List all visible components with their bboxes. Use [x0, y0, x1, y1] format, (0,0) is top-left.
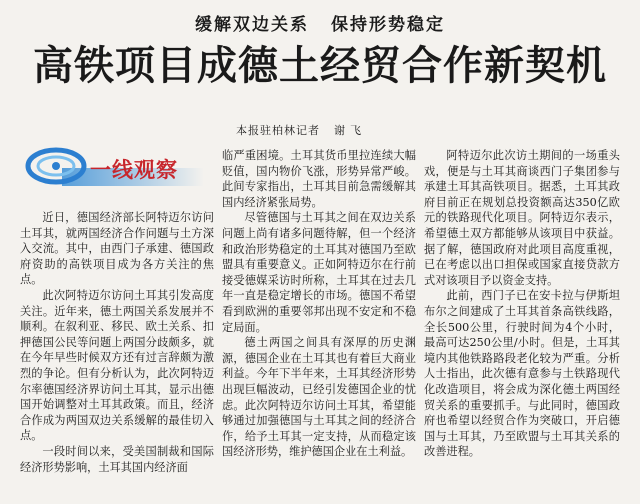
- paragraph: 阿特迈尔此次访土期间的一场重头戏，便是与土耳其商谈西门子集团参与承建土耳其高铁项目。据悉，土耳其政府目前正在规划总投资额高达350亿欧元的铁路现代化项目。阿特迈尔表示，希望德土双方都能够从该项目中获益。据了解，德国政府对此项目高度重视，已在考虑以出口担保或国家直接贷款方式对该项目予以资金支持。: [424, 149, 620, 287]
- paragraph: 此前，西门子已在安卡拉与伊斯坦布尔之间建成了土耳其首条高铁线路，全长500公里，行驶时间为4个小时，最高可达250公里/小时。但是，土耳其境内其他铁路路段老化较为严重。分析人士指出，此次德有意参与土铁路现代化改造项目，将会成为深化德土两国经贸关系的重要抓手。与此同时，德国政府也希望以经贸合作为突破口，开启德国与土耳其，乃至欧盟与土耳其关系的改善进程。: [424, 289, 620, 459]
- article-column-1: [20, 210, 214, 504]
- article-column-2: [222, 148, 416, 504]
- article-column-3: [424, 148, 620, 504]
- headline: 高铁项目成德土经贸合作新契机: [33, 43, 607, 89]
- paragraph: 近日，德国经济部长阿特迈尔访问土耳其，就两国经济合作问题与土方深入交流。其中，由西门子承建、德国政府资助的高铁项目成为各方关注的焦点。: [20, 211, 214, 287]
- kicker-part: 保持形势稳定: [331, 15, 445, 35]
- paragraph: 此次阿特迈尔访问土耳其引发高度关注。近年来，德土两国关系发展并不顺利。在叙利亚、移民、欧土关系、扣押德国公民等问题上两国分歧颇多，就在今年早些时候双方还有过言辞颇为激烈的争论。但有分析认为，此次阿特迈尔率德国经济界访问土耳其，显示出德国开始调整对土耳其政策。而且，经济合作成为两国双边关系缓解的最佳切入点。: [20, 288, 214, 443]
- paragraph: 一段时间以来，受美国制裁和国际经济形势影响，土耳其国内经济面: [20, 444, 214, 474]
- paragraph: 尽管德国与土耳其之间在双边关系问题上尚有诸多问题待解，但一个经济和政治形势稳定的土耳其对德国乃至欧盟具有重要意义。正如阿特迈尔在行前接受德媒采访时所称，土耳其在过去几年一直是稳定增长的市场。德国不希望看到欧洲的重要邻邦出现不安定和不稳定局面。: [222, 211, 416, 334]
- kicker-line: [0, 10, 640, 35]
- byline-name: 谢飞: [334, 124, 366, 137]
- paragraph: 德土两国之间具有深厚的历史渊源，德国企业在土耳其也有着巨大商业利益。今年下半年来，土耳其经济形势出现巨幅波动，已经引发德国企业的忧虑。此次阿特迈尔访问土耳其，希望能够通过加强德国与土耳其之间的经济合作，给予土耳其一定支持，从而稳定该国经济形势，维护德国企业在土利益。: [222, 336, 416, 459]
- column-logo: [22, 144, 204, 190]
- byline-role: 本报驻柏林记者: [236, 124, 320, 137]
- column-label: 一线观察: [90, 158, 178, 182]
- byline: [236, 122, 366, 138]
- paragraph: 临严重困境。土耳其货币里拉连续大幅贬值，国内物价飞涨，形势异常严峻。此间专家指出，土耳其目前急需缓解其国内经济紧张局势。: [222, 149, 416, 209]
- kicker-part: 缓解双边关系: [195, 15, 309, 35]
